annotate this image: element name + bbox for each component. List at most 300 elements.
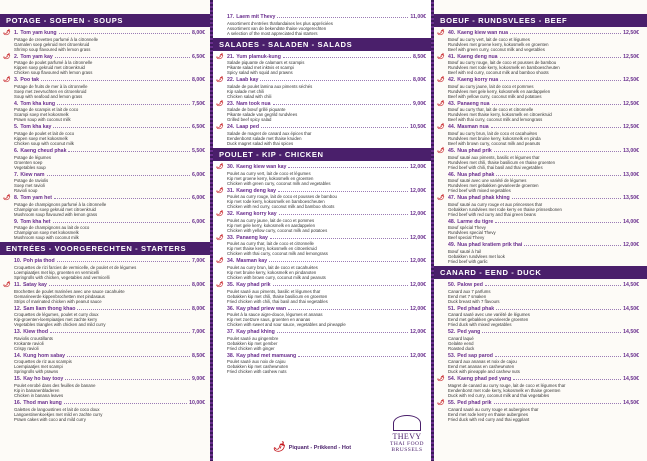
item-number: 30. [227, 163, 235, 170]
item-number: 45. [448, 147, 456, 154]
dotted-leader [273, 104, 411, 105]
item-number: 52. [448, 329, 456, 336]
dotted-leader [279, 214, 409, 215]
item-price: 12,00€ [410, 258, 426, 265]
item-description: Soep met zeevruchten en citroenkruid [14, 88, 87, 94]
menu-item [0, 258, 213, 280]
item-number: 49. [448, 242, 456, 249]
chili-icon: 🌶 [216, 124, 224, 131]
menu-item [213, 54, 434, 76]
item-number: 17. [227, 14, 235, 20]
menu-item-header [227, 353, 426, 360]
item-description: Potage de raviolis [14, 178, 49, 184]
menu-item [213, 258, 434, 280]
menu-item [434, 242, 647, 264]
menu-item-header [227, 329, 426, 336]
menu-column-middle [213, 0, 434, 461]
chili-icon: 🌶 [3, 53, 11, 60]
dotted-leader [273, 285, 409, 286]
item-number: 11. [14, 281, 21, 288]
item-description: Fried beef with mixed vegetables [448, 188, 511, 194]
item-description: Salade piquante de calamars et scampis [227, 60, 305, 66]
item-name: Tom yam het [20, 195, 52, 202]
item-description: Potage de poulet et lait de coco [14, 130, 75, 136]
menu-item [0, 329, 213, 351]
item-number: 35. [227, 281, 235, 288]
item-number: 32. [227, 211, 235, 218]
chili-icon: 🌶 [437, 77, 445, 84]
menu-item-header [227, 188, 426, 195]
item-name: Masman kay [236, 258, 268, 265]
item-price: 12,00€ [410, 187, 426, 194]
item-description: Spicy salad with squid and prawns [227, 70, 293, 76]
menu-item [434, 77, 647, 99]
item-name: Nua phad kratiem prik thai [457, 242, 523, 249]
item-description: Springrolls with prawns [14, 369, 59, 375]
dotted-leader [269, 261, 408, 262]
dotted-leader [59, 33, 190, 34]
menu-item [213, 77, 434, 99]
item-price: 13,00€ [623, 147, 639, 154]
item-price: 10,50€ [410, 124, 426, 131]
menu-item [0, 219, 213, 241]
section-heading: BOEUF - RUNDSVLEES - BEEF [434, 14, 647, 27]
item-number: 2. [14, 53, 19, 60]
item-description: Rundvlees met rode kerry, kokosmelk en bamboescheuten [448, 65, 560, 71]
item-name: Kaeng deng kay [236, 187, 277, 194]
item-name: Kay ho bay tooy [23, 376, 64, 383]
item-number: 48. [448, 218, 456, 225]
item-description: Langoestinenkoekjes met mild en zachte curry [14, 411, 103, 417]
item-description: Soep met ravioli [14, 183, 45, 189]
menu-item-header [227, 282, 426, 289]
item-price: 8,00€ [192, 305, 205, 312]
menu-item-header [448, 77, 639, 84]
item-price: 6,00€ [192, 195, 205, 202]
item-price: 12,50€ [623, 77, 639, 84]
spicy-legend [273, 442, 351, 453]
item-description: Raviolis croustillants [14, 335, 53, 341]
menu-item [0, 353, 213, 375]
item-description: Kip in bananenbladeren [14, 387, 60, 393]
chili-icon: 🌶 [216, 281, 224, 288]
item-price: 12,00€ [410, 305, 426, 312]
section-heading: ENTRÉES - VOORGERECHTEN - STARTERS [0, 242, 213, 255]
menu-item [213, 306, 434, 328]
item-description: Loempiaatjes met scampi [14, 364, 63, 370]
menu-column-left [0, 0, 213, 461]
item-description: Croquettes de légumes, poulet et curry doux [14, 312, 99, 318]
item-description: Gelakte eend [448, 340, 474, 346]
item-name: Tom kha het [20, 218, 51, 225]
menu-item [0, 77, 213, 99]
item-number: 4. [14, 100, 19, 107]
menu-item [434, 329, 647, 351]
item-description: Rundvlees met groene kerry, kokosmelk en groenten [448, 41, 549, 47]
menu-item [213, 329, 434, 351]
menu-column-content [213, 0, 434, 374]
item-description: Fried duck with red curry and thai eggplant [448, 416, 530, 422]
item-description: Kip met bruine kerry, kokosmelk en pindanoten [227, 269, 317, 275]
item-description: Potage de fruits de mer à la citronnelle [14, 83, 88, 89]
item-price: 10,00€ [189, 399, 205, 406]
menu-item [213, 101, 434, 123]
item-description: Poulet sauté aux noix de cajou [227, 359, 286, 365]
menu-item-header [227, 306, 426, 313]
menu-column-content [434, 0, 647, 422]
item-description: Poulet au curry rouge, lait de coco et pousses de bambou [227, 194, 337, 200]
menu-item [0, 124, 213, 146]
chili-icon: 🌶 [437, 399, 445, 406]
item-price: 8,00€ [413, 77, 426, 84]
item-name: Tom yam kay [20, 53, 53, 60]
item-price: 8,00€ [192, 77, 205, 84]
item-description: Bœuf au curry jaune, lait de coco et pommes [448, 83, 534, 89]
item-description: Roasted duck [448, 345, 475, 351]
chili-icon: 🌶 [437, 376, 445, 383]
item-price: 13,00€ [623, 171, 639, 178]
section-heading: CANARD - EEND - DUCK [434, 266, 647, 279]
item-description: Beef with brown curry, coconut milk and peanuts [448, 140, 541, 146]
item-name: Laab kay [236, 77, 259, 84]
menu-item-header [14, 376, 205, 383]
item-description: Gebakken rundvlees met rode kerry en thaise prinsesbonen [448, 206, 562, 212]
menu-item-header [448, 306, 639, 313]
item-description: Pikante salade van gegrild rundvlees [227, 112, 298, 118]
item-description: Chicken soup with coconut milk [14, 140, 74, 146]
menu-item-header [227, 258, 426, 265]
item-price: 6,50€ [192, 124, 205, 131]
item-name: Laem mit Thevy [236, 14, 276, 20]
item-number: 44. [448, 124, 456, 131]
dotted-leader [278, 191, 408, 192]
menu-item-header [227, 14, 426, 21]
item-price: 12,00€ [410, 234, 426, 241]
menu-item-header [448, 329, 639, 336]
menu-item-header [448, 30, 639, 37]
item-description: Krokante ravioli [14, 340, 44, 346]
dotted-leader [277, 332, 408, 333]
item-name: Kaeng korry kay [236, 211, 277, 218]
item-name: Nua phad phak [457, 171, 495, 178]
dotted-leader [277, 17, 408, 18]
item-description: Kip met thaise kerry, kokosmelk en citroenkruid [227, 246, 317, 252]
menu-column-content [0, 0, 213, 422]
dotted-leader [53, 222, 191, 223]
item-description: Ravioli soup [14, 188, 38, 194]
section-heading: POULET - KIP - CHICKEN [213, 148, 434, 161]
item-number: 38. [227, 352, 235, 359]
item-description: Gebakken rundvlees met look [448, 253, 505, 259]
item-description: Mushroom soup flavoured with lemon grass [14, 211, 98, 217]
item-price: 14,50€ [623, 281, 639, 288]
menu-item-header [14, 258, 205, 265]
dotted-leader [64, 403, 187, 404]
item-description: Chicken in banana leaves [14, 392, 64, 398]
menu-item [434, 101, 647, 123]
dotted-leader [500, 80, 621, 81]
item-description: Prawn soup with coconut milk [14, 117, 71, 123]
item-name: Panaeng kay [236, 234, 268, 241]
item-name: Thod man kung [23, 399, 62, 406]
dotted-leader [49, 285, 190, 286]
item-name: Yum plamuk-kung [236, 53, 281, 60]
item-description: Poulet enrobé dans des feuilles de banane [14, 382, 96, 388]
item-number: 13. [14, 329, 22, 336]
item-description: Eend met rode kerry en thaise aubergines [448, 411, 529, 417]
item-description: Potage de légumes [14, 154, 52, 160]
item-name: Kiew nam [20, 171, 45, 178]
item-description: Beef with green curry, coconut milk and vegetables [448, 46, 545, 52]
item-price: 12,50€ [623, 124, 639, 131]
item-number: 10. [14, 258, 22, 265]
menu-item [0, 54, 213, 76]
item-price: 5,50€ [192, 147, 205, 154]
menu-item-header [448, 400, 639, 407]
item-price: 6,50€ [192, 53, 205, 60]
menu-item-header [14, 306, 205, 313]
menu-item [0, 30, 213, 52]
item-description: Potage de champignons parfumé à la citronnelle [14, 201, 107, 207]
item-description: Kip salade met chili [227, 88, 265, 94]
dotted-leader [494, 403, 622, 404]
menu-item [434, 400, 647, 422]
item-description: Eend met ananas en cashewnoten [448, 364, 515, 370]
menu-item [0, 282, 213, 304]
item-description: Kippen soep gekruid met citroenkruid [14, 65, 85, 71]
dotted-leader [512, 198, 621, 199]
item-description: Champignon soep met kokosmelk [14, 230, 79, 236]
menu-item [434, 219, 647, 241]
item-description: Duck with red curry, coconut milk and thai vegetables [448, 392, 550, 398]
item-description: Fried duck with mixed vegetables [448, 322, 512, 328]
item-description: Rundvlees met bruine kerry, kokosmelk en pinda [448, 135, 541, 141]
menu-item [434, 306, 647, 328]
item-price: 7,00€ [192, 329, 205, 336]
item-description: Bœuf spécial Thevy [448, 225, 486, 231]
item-number: 47. [448, 195, 456, 202]
menu-item [0, 195, 213, 217]
item-price: 12,00€ [410, 211, 426, 218]
item-number: 50. [448, 281, 456, 288]
menu-item-header [448, 54, 639, 61]
dotted-leader [492, 104, 622, 105]
item-description: Loempiaatjes met kip, groenten en vermicelli [14, 269, 100, 275]
dotted-leader [68, 151, 190, 152]
chili-icon: 🌶 [216, 163, 224, 170]
item-description: Bœuf au curry thaï, lait de coco et citronnelle [448, 107, 534, 113]
item-description: Croquettes de rizi farcies de vermicelle, de poulet et de légumes [14, 264, 137, 270]
item-description: Poulet sauté au gingembre [227, 335, 279, 341]
chili-icon: 🌶 [273, 442, 286, 453]
chili-icon: 🌶 [216, 100, 224, 107]
chili-icon: 🌶 [3, 281, 11, 288]
item-number: 34. [227, 258, 235, 265]
item-description: Gebakken kip met chili, thaise basilicum en groenten [227, 293, 328, 299]
item-name: Kaeng deng nua [457, 53, 498, 60]
chili-icon: 🌶 [437, 147, 445, 154]
chili-icon: 🌶 [437, 100, 445, 107]
menu-item-header [14, 101, 205, 108]
item-description: Poulet au curry jaune, lait de coco et pommes [227, 217, 315, 223]
item-description: Canard sauté au curry rouge et aubergines thaï [448, 406, 539, 412]
item-description: Canard laqué [448, 335, 474, 341]
item-number: 51. [448, 305, 456, 312]
item-description: Assortiment d'entrées thaïlandaises les plus appréciées [227, 20, 333, 26]
item-name: Poo tak [20, 77, 40, 84]
dotted-leader [41, 80, 190, 81]
item-description: Bœuf au curry rouge, lait de coco et pousses de bambou [448, 60, 557, 66]
dotted-leader [260, 80, 411, 81]
item-name: Larme du tigre [457, 218, 494, 225]
item-number: 31. [227, 187, 235, 194]
item-name: Panaeng nua [457, 100, 490, 107]
item-number: 53. [448, 352, 456, 359]
item-name: Ped phad phak [457, 305, 495, 312]
item-price: 8,50€ [192, 352, 205, 359]
item-description: Bœuf sauté au curry rouge et aux princesses thaï [448, 201, 543, 207]
item-price: 6,00€ [192, 171, 205, 178]
item-description: Beef with thai curry, coconut milk and lemongrass [448, 117, 543, 123]
item-price: 12,00€ [410, 281, 426, 288]
item-description: Vegetables triangles with chicken and mild curry [14, 322, 106, 328]
menu-item-header [227, 124, 426, 131]
item-number: 22. [227, 77, 235, 84]
menu-item-header [448, 124, 639, 131]
menu-item-header [14, 282, 205, 289]
menu-item-header [14, 148, 205, 155]
menu-item [434, 30, 647, 52]
menu-item-header [448, 195, 639, 202]
chili-icon: 🌶 [216, 187, 224, 194]
item-price: 11,00€ [410, 14, 426, 20]
item-description: Potage de champignons au lait de coco [14, 225, 90, 231]
item-description: Gebakken kip met gember [227, 340, 278, 346]
item-name: Kaeng korry nua [457, 77, 499, 84]
menu-item [434, 282, 647, 304]
menu-item [213, 235, 434, 257]
item-name: Laap ped [236, 124, 259, 131]
item-price: 9,00€ [192, 376, 205, 383]
dotted-leader [495, 356, 621, 357]
dotted-leader [77, 309, 190, 310]
menu-item [213, 188, 434, 210]
item-description: Poulet à la sauce aigre-douce, légumes et ananas [227, 312, 323, 318]
dotted-leader [261, 127, 408, 128]
item-description: Poulet au curry brun, lait de coco et cacahuètes [227, 264, 318, 270]
item-description: Scampi soep met kokosmelk [14, 112, 69, 118]
item-name: Nam took nua [236, 100, 271, 107]
item-description: Beef with red curry, coconut milk and bamboo shoots [448, 70, 549, 76]
item-name: Kung hom sabay [23, 352, 66, 359]
item-description: Fried beef with chili, thai basil and thai vegetables [448, 164, 543, 170]
menu-item [0, 148, 213, 170]
item-description: Kip-groenten-loempiaatjes met zachte kerry [14, 317, 98, 323]
dotted-leader [495, 222, 621, 223]
menu-item [434, 195, 647, 217]
chili-icon: 🌶 [3, 195, 11, 202]
item-description: Duck breast with 7 flavours [448, 298, 500, 304]
item-description: Canard aux 7 parfums [448, 288, 491, 294]
dotted-leader [50, 332, 190, 333]
brand-tagline: THAI FOOD [390, 441, 424, 447]
item-description: Chicken soup flavoured with lemon grass [14, 70, 93, 76]
menu-item [213, 211, 434, 233]
menu-item-header [14, 30, 205, 37]
item-name: Ped yang [457, 329, 481, 336]
menu-item-header [14, 77, 205, 84]
chili-icon: 🌶 [3, 30, 11, 36]
item-description: Champignon soep gekruid met citroenkruid [14, 206, 96, 212]
item-description: Assortiment van de bekendste thaise voorgerechten [227, 25, 327, 31]
item-description: Bœuf au curry vert, lait de coco et légumes [448, 36, 530, 42]
chili-icon: 🌶 [216, 258, 224, 265]
restaurant-logo [390, 415, 424, 453]
item-description: Gemarineerde kippenbrochetten met pindasaus [14, 293, 105, 299]
item-number: 15. [14, 376, 22, 383]
item-price: 13,50€ [623, 195, 639, 202]
chili-icon: 🌶 [437, 124, 445, 131]
item-description: Beef special Thevy [448, 235, 485, 241]
item-name: Kaeng phad ped yang [457, 376, 512, 383]
item-number: 42. [448, 77, 456, 84]
dotted-leader [491, 127, 621, 128]
item-number: 3. [14, 77, 19, 84]
menu-item-header [14, 124, 205, 131]
dotted-leader [482, 332, 621, 333]
item-name: Kaeng kiew wan kay [236, 163, 287, 170]
item-number: 55. [448, 399, 456, 406]
dotted-leader [510, 33, 621, 34]
menu-item [0, 101, 213, 123]
item-description: Soup with seafood and lemon grass [14, 93, 83, 99]
item-price: 9,00€ [413, 100, 426, 107]
menu-item-header [227, 211, 426, 218]
item-number: 54. [448, 376, 456, 383]
item-description: Chicken with green curry, coconut milk and vegetables [227, 180, 331, 186]
item-number: 8. [14, 195, 19, 202]
item-description: Prawn cakes with coco and mild curry [14, 416, 86, 422]
menu-item-header [14, 195, 205, 202]
menu-item-header [14, 353, 205, 360]
item-name: Kaeng kiew wan nua [457, 30, 508, 36]
menu-item [0, 376, 213, 398]
item-description: Eend met 7 smaken [448, 293, 487, 299]
item-price: 8,00€ [192, 281, 205, 288]
item-description: Salade de magret de canard aux épices thaï [227, 130, 312, 136]
item-price: 12,00€ [623, 242, 639, 249]
item-number: 46. [448, 171, 456, 178]
item-name: Kay phad prik [236, 281, 271, 288]
item-description: Rundvlees special Thevy [448, 230, 496, 236]
item-description: Garnalen soep gekruid met citroenkruid [14, 41, 90, 47]
item-description: Bœuf sauté à l'ail [448, 248, 482, 254]
dotted-leader [55, 57, 190, 58]
item-number: 7. [14, 171, 19, 178]
chili-icon: 🌶 [216, 211, 224, 218]
item-price: 14,50€ [623, 376, 639, 383]
item-description: Fried chicken with ginger [227, 345, 275, 351]
item-price: 12,00€ [410, 163, 426, 170]
menu-item-header [14, 400, 205, 407]
item-description: Chicken with sweet and sour sauce, vegetables and pineapple [227, 322, 346, 328]
item-name: Kaeng cheud phak [20, 147, 67, 154]
item-name: Tom yam kung [20, 30, 57, 36]
item-description: Eend met gebakken gevarieerde groenten [448, 317, 529, 323]
item-description: Kip met rode kerry, kokosmelk en bamboescheuten [227, 199, 325, 205]
item-description: Kip met gele kerry, kokosmelk en aardappelen [227, 222, 316, 228]
menu-item [0, 172, 213, 194]
